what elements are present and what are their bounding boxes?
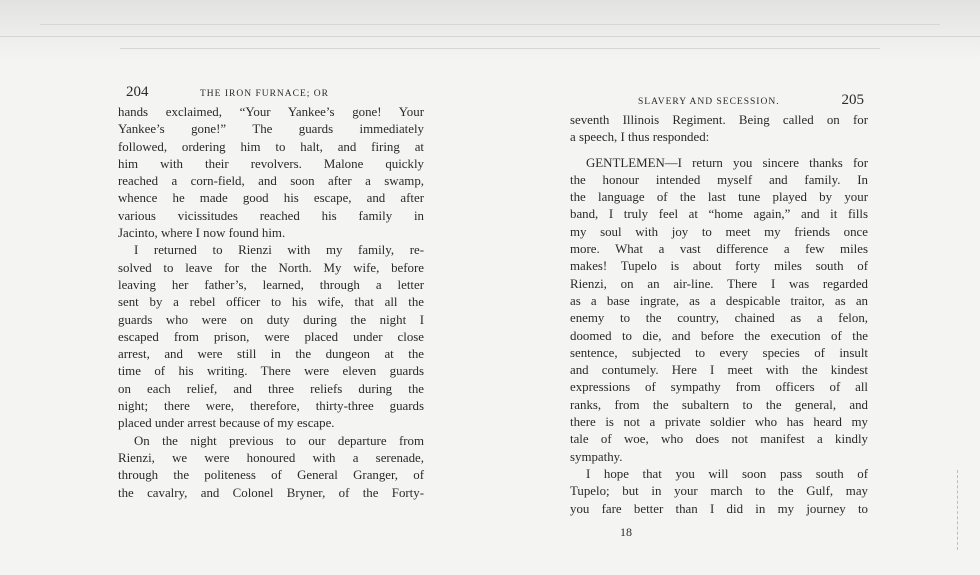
text-line: hands exclaimed, “Your Yankee’s gone! Your [118,105,424,119]
scan-line [120,48,880,49]
right-page [570,92,868,539]
text-line: the honour intended myself and family. In [570,172,868,187]
text-line: band, I truly feel at “home again,” and it fills [570,207,868,222]
text-line: Jacinto, where I now found him. [118,226,286,241]
page-edge-mark [957,470,980,550]
text-line: guards who were on duty during the night I [118,312,424,327]
running-head: THE IRON FURNACE; OR [200,89,329,99]
text-line: through the politeness of General Granger, of [118,468,424,483]
right-page-body [570,112,868,518]
text-line: ranks, from the subaltern to the general, and [570,397,868,412]
scan-line [40,24,940,25]
left-page-header [118,84,424,104]
text-line: on each relief, and three reliefs during the [118,381,424,396]
text-line: reached a corn-field, and soon after a swamp, [118,174,424,189]
text-line: Rienzi, we were honoured with a serenade, [118,450,424,465]
signature-mark: 18 [620,524,632,539]
text-line: more. What a vast difference a few miles [570,242,868,257]
text-line: sent by a rebel officer to his wife, that all the [118,295,424,310]
running-head: SLAVERY AND SECESSION. [638,97,780,107]
text-line: makes! Tupelo is about forty miles south of [570,259,868,274]
text-line: and contumely. Here I meet with the kindest [570,363,868,378]
scan-line [0,36,980,37]
text-line: GENTLEMEN—I return you sincere thanks for [586,155,868,170]
text-line: leaving her father’s, learned, through a letter [118,277,424,292]
text-line: sympathy. [570,449,623,464]
scan-shadow-band [0,0,980,60]
text-line: On the night previous to our departure from [134,433,424,448]
text-line: Yankee’s gone!” The guards immediately [118,122,424,137]
text-line: seventh Illinois Regiment. Being called on for [570,113,868,127]
text-line: tale of woe, who does not manifest a kindly [570,432,868,447]
text-line: Tupelo; but in your march to the Gulf, may [570,484,868,499]
text-line: the cavalry, and Colonel Bryner, of the Forty- [118,485,424,500]
text-line: placed under arrest because of my escape. [118,416,335,431]
text-line: I hope that you will soon pass south of [586,466,868,481]
text-line: followed, ordering him to halt, and firing at [118,139,424,154]
right-page-header [570,92,868,112]
text-line: night; there were, therefore, thirty-three guards [118,399,424,414]
text-line: the language of the last tune played by your [570,190,868,205]
text-line: there is not a private soldier who has heard my [570,415,868,430]
text-line: time of his writing. There were eleven guards [118,364,424,379]
text-line: you fare better than I did in my journey to [570,501,868,516]
text-line: enemy to the country, chained as a felon, [570,311,868,326]
text-line: various vicissitudes reached his family in [118,208,424,223]
text-line: arrest, and were still in the dungeon at the [118,347,424,362]
text-line: a speech, I thus responded: [570,130,710,145]
text-line: solved to leave for the North. My wife, before [118,260,424,275]
text-line: him with their revolvers. Malone quickly [118,156,424,171]
text-line: whence he made good his escape, and after [118,191,424,206]
left-page [118,84,424,502]
left-page-body [118,104,424,502]
page-number: 204 [126,84,149,100]
text-line: Rienzi, on an air-line. There I was regarded [570,276,868,291]
text-line: as a base ingrate, as a despicable traitor, as an [570,293,868,308]
text-line: expressions of sympathy from officers of all [570,380,868,395]
text-line: sentence, subjected to every species of insult [570,345,868,360]
text-line: I returned to Rienzi with my family, re- [134,243,424,258]
text-line: my soul with joy to meet my friends once [570,224,868,239]
text-line: escaped from prison, were placed under close [118,329,424,344]
page-number: 205 [841,92,864,108]
text-line: doomed to die, and before the execution of the [570,328,868,343]
